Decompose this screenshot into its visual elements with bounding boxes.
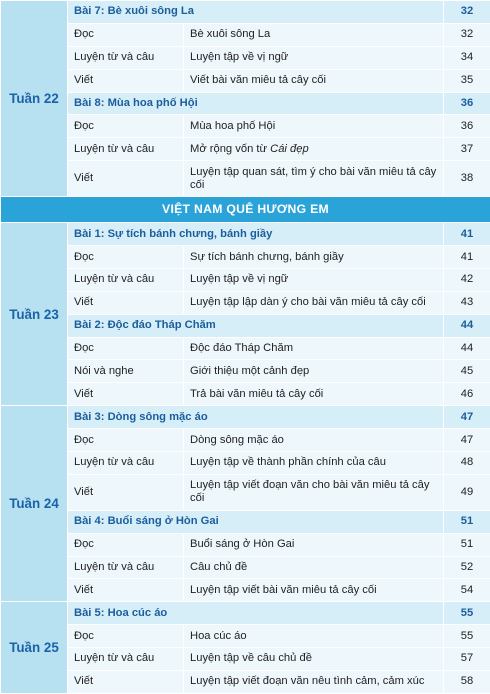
item-content[interactable]: Mùa hoa phố Hội	[184, 115, 444, 138]
item-content[interactable]: Giới thiệu một cảnh đẹp	[184, 360, 444, 383]
item-page: 58	[444, 670, 490, 693]
item-type: Đọc	[68, 23, 184, 46]
item-content[interactable]: Luyện tập lập dàn ý cho bài văn miêu tả cây cối	[184, 291, 444, 314]
item-content[interactable]: Luyện tập quan sát, tìm ý cho bài văn miêu tả cây cối	[184, 161, 444, 197]
item-row[interactable]	[1, 268, 490, 291]
item-type: Viết	[68, 579, 184, 602]
item-page: 52	[444, 556, 490, 579]
item-type: Luyện từ và câu	[68, 138, 184, 161]
lesson-page: 51	[444, 510, 490, 533]
theme-title: VIỆT NAM QUÊ HƯƠNG EM	[1, 197, 490, 223]
lesson-row[interactable]	[1, 406, 490, 429]
item-content[interactable]: Luyện tập viết bài văn miêu tả cây cối	[184, 579, 444, 602]
item-type: Viết	[68, 383, 184, 406]
item-page: 41	[444, 246, 490, 269]
item-row[interactable]	[1, 138, 490, 161]
week-label: Tuần 23	[1, 223, 68, 406]
item-content[interactable]: Luyện tập viết đoạn văn nêu tình cảm, cảm xúc	[184, 670, 444, 693]
lesson-title[interactable]: Bài 5: Hoa cúc áo	[68, 602, 444, 625]
week-label: Tuần 24	[1, 406, 68, 602]
item-content[interactable]: Câu chủ đề	[184, 556, 444, 579]
item-type: Nói và nghe	[68, 360, 184, 383]
item-content[interactable]: Độc đáo Tháp Chăm	[184, 337, 444, 360]
item-page: 47	[444, 429, 490, 452]
item-type: Đọc	[68, 337, 184, 360]
item-content[interactable]: Luyện tập về vị ngữ	[184, 268, 444, 291]
item-page: 51	[444, 533, 490, 556]
item-type: Đọc	[68, 115, 184, 138]
lesson-page: 47	[444, 406, 490, 429]
item-row[interactable]	[1, 451, 490, 474]
item-row[interactable]	[1, 474, 490, 510]
toc-body	[1, 1, 490, 694]
item-type: Đọc	[68, 246, 184, 269]
lesson-title[interactable]: Bài 2: Độc đáo Tháp Chăm	[68, 314, 444, 337]
item-row[interactable]	[1, 429, 490, 452]
item-content[interactable]: Buổi sáng ở Hòn Gai	[184, 533, 444, 556]
lesson-row[interactable]	[1, 314, 490, 337]
week-label: Tuần 25	[1, 602, 68, 694]
item-row[interactable]	[1, 556, 490, 579]
item-row[interactable]	[1, 670, 490, 693]
lesson-page: 44	[444, 314, 490, 337]
item-type: Viết	[68, 291, 184, 314]
item-row[interactable]	[1, 337, 490, 360]
lesson-title[interactable]: Bài 4: Buổi sáng ở Hòn Gai	[68, 510, 444, 533]
lesson-page: 32	[444, 1, 490, 24]
item-page: 54	[444, 579, 490, 602]
item-type: Viết	[68, 69, 184, 92]
item-page: 45	[444, 360, 490, 383]
lesson-page: 41	[444, 223, 490, 246]
item-page: 34	[444, 46, 490, 69]
lesson-row[interactable]	[1, 223, 490, 246]
item-row[interactable]	[1, 291, 490, 314]
week-label: Tuần 22	[1, 1, 68, 197]
item-page: 49	[444, 474, 490, 510]
item-type: Viết	[68, 161, 184, 197]
item-row[interactable]	[1, 533, 490, 556]
item-row[interactable]	[1, 360, 490, 383]
item-type: Luyện từ và câu	[68, 268, 184, 291]
item-page: 44	[444, 337, 490, 360]
lesson-row[interactable]	[1, 1, 490, 24]
item-content[interactable]: Luyện tập về câu chủ đề	[184, 648, 444, 671]
item-row[interactable]	[1, 648, 490, 671]
item-content[interactable]: Dòng sông mặc áo	[184, 429, 444, 452]
item-page: 36	[444, 115, 490, 138]
item-type: Luyện từ và câu	[68, 46, 184, 69]
item-type: Luyện từ và câu	[68, 648, 184, 671]
item-type: Luyện từ và câu	[68, 451, 184, 474]
item-content[interactable]: Luyện tập về vị ngữ	[184, 46, 444, 69]
lesson-title[interactable]: Bài 8: Mùa hoa phố Hội	[68, 92, 444, 115]
item-content[interactable]: Bè xuôi sông La	[184, 23, 444, 46]
item-page: 42	[444, 268, 490, 291]
item-row[interactable]	[1, 69, 490, 92]
lesson-row[interactable]	[1, 510, 490, 533]
item-content[interactable]: Luyện tập về thành phần chính của câu	[184, 451, 444, 474]
item-page: 46	[444, 383, 490, 406]
item-page: 32	[444, 23, 490, 46]
item-page: 43	[444, 291, 490, 314]
item-row[interactable]	[1, 161, 490, 197]
item-row[interactable]	[1, 383, 490, 406]
item-row[interactable]	[1, 246, 490, 269]
lesson-title[interactable]: Bài 1: Sự tích bánh chưng, bánh giầy	[68, 223, 444, 246]
item-type: Đọc	[68, 429, 184, 452]
item-page: 38	[444, 161, 490, 197]
item-page: 48	[444, 451, 490, 474]
item-type: Luyện từ và câu	[68, 556, 184, 579]
lesson-title[interactable]: Bài 7: Bè xuôi sông La	[68, 1, 444, 24]
theme-banner	[1, 197, 490, 223]
item-page: 57	[444, 648, 490, 671]
item-content[interactable]: Hoa cúc áo	[184, 625, 444, 648]
item-row[interactable]	[1, 23, 490, 46]
item-type: Viết	[68, 670, 184, 693]
item-page: 35	[444, 69, 490, 92]
item-type: Viết	[68, 474, 184, 510]
lesson-title[interactable]: Bài 3: Dòng sông mặc áo	[68, 406, 444, 429]
item-row[interactable]	[1, 46, 490, 69]
item-content[interactable]: Mở rộng vốn từ Cái đẹp	[184, 138, 444, 161]
item-content[interactable]: Sự tích bánh chưng, bánh giầy	[184, 246, 444, 269]
lesson-page: 36	[444, 92, 490, 115]
item-row[interactable]	[1, 625, 490, 648]
lesson-row[interactable]	[1, 92, 490, 115]
lesson-row[interactable]	[1, 602, 490, 625]
item-content[interactable]: Trả bài văn miêu tả cây cối	[184, 383, 444, 406]
item-row[interactable]	[1, 115, 490, 138]
item-type: Đọc	[68, 625, 184, 648]
item-page: 37	[444, 138, 490, 161]
item-content[interactable]: Luyện tập viết đoạn văn cho bài văn miêu tả cây cối	[184, 474, 444, 510]
item-page: 55	[444, 625, 490, 648]
item-content[interactable]: Viết bài văn miêu tả cây cối	[184, 69, 444, 92]
item-row[interactable]	[1, 579, 490, 602]
item-type: Đọc	[68, 533, 184, 556]
lesson-page: 55	[444, 602, 490, 625]
